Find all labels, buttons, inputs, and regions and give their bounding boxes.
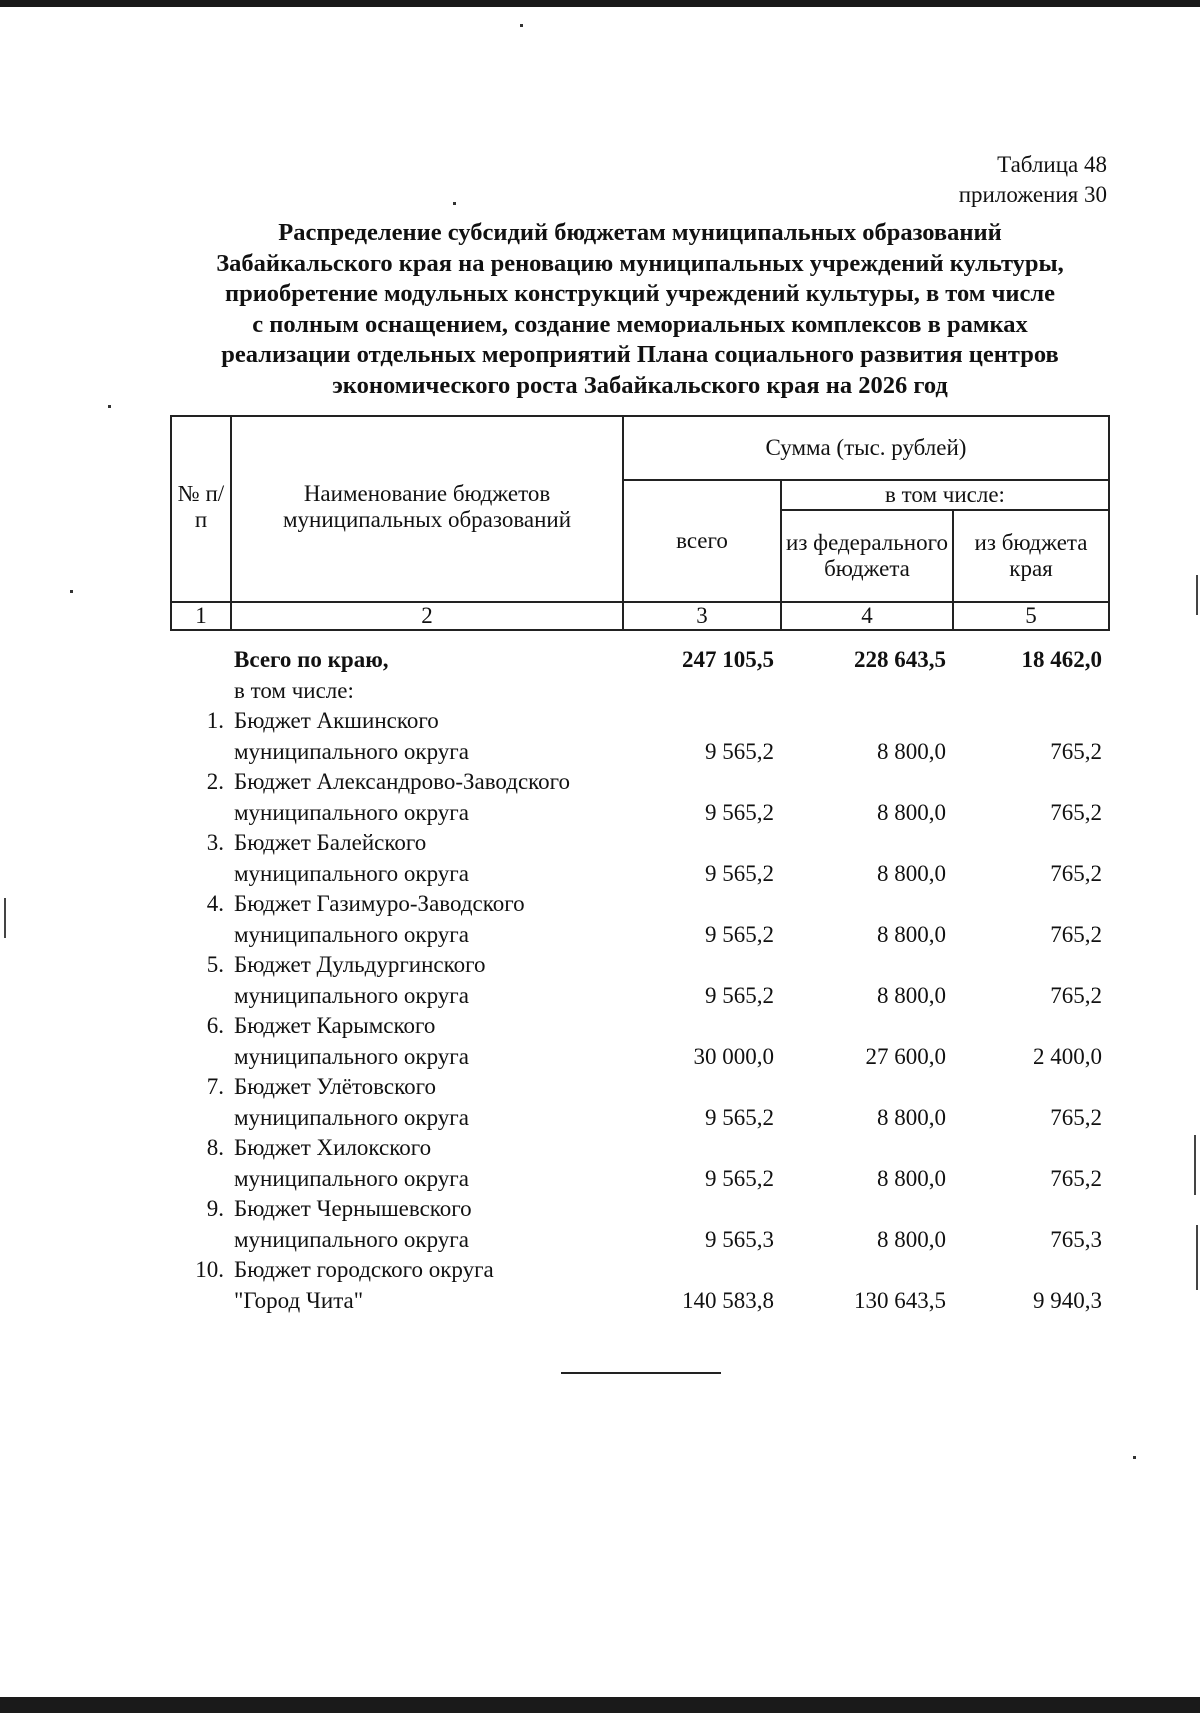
scan-top-border bbox=[0, 0, 1200, 7]
row-regional: 765,2 bbox=[1050, 860, 1102, 886]
row-federal: 8 800,0 bbox=[877, 921, 946, 947]
including-label: в том числе: bbox=[234, 677, 354, 703]
row-index: 9. bbox=[206, 1196, 224, 1221]
row-name-line2: муниципального округа bbox=[234, 1165, 469, 1191]
row-name-line2: "Город Чита" bbox=[234, 1287, 364, 1313]
budget-row-values bbox=[170, 737, 1108, 768]
header-federal: из федерального бюджета bbox=[781, 510, 953, 602]
row-name-line2: муниципального округа bbox=[234, 860, 469, 886]
scan-speck bbox=[70, 590, 73, 593]
row-regional: 765,2 bbox=[1050, 1165, 1102, 1191]
document-title bbox=[110, 218, 1170, 401]
scan-speck bbox=[1133, 1456, 1136, 1459]
budget-rows bbox=[170, 706, 1108, 1316]
header-sum: Сумма (тыс. рублей) bbox=[623, 416, 1109, 480]
row-name-line1: Бюджет городского округа bbox=[234, 1257, 494, 1282]
column-number: 2 bbox=[231, 602, 623, 630]
row-index: 4. bbox=[206, 891, 224, 916]
scan-edge-mark bbox=[1194, 1135, 1196, 1195]
row-name-line1: Бюджет Александрово-Заводского bbox=[234, 769, 571, 794]
budget-row-values bbox=[170, 1286, 1108, 1317]
row-index: 3. bbox=[206, 830, 224, 855]
scan-bottom-border bbox=[0, 1697, 1200, 1713]
column-number: 4 bbox=[781, 602, 953, 630]
total-row bbox=[170, 645, 1108, 676]
row-total: 9 565,2 bbox=[705, 860, 774, 886]
row-name-line2: муниципального округа bbox=[234, 1104, 469, 1130]
including-row bbox=[170, 676, 1108, 707]
total-federal: 228 643,5 bbox=[854, 647, 946, 672]
row-total: 9 565,2 bbox=[705, 1165, 774, 1191]
row-federal: 130 643,5 bbox=[854, 1287, 946, 1313]
row-regional: 765,2 bbox=[1050, 921, 1102, 947]
row-regional: 765,2 bbox=[1050, 1104, 1102, 1130]
row-total: 9 565,3 bbox=[705, 1226, 774, 1252]
row-name-line2: муниципального округа bbox=[234, 799, 469, 825]
budget-row-values bbox=[170, 920, 1108, 951]
title-line: реализации отдельных мероприятий Плана социального развития центров bbox=[221, 341, 1059, 368]
budget-row bbox=[170, 950, 1108, 981]
row-name-line1: Бюджет Хилокского bbox=[234, 1135, 432, 1160]
row-name-line1: Бюджет Дульдургинского bbox=[234, 952, 486, 977]
budget-row-values bbox=[170, 1103, 1108, 1134]
budget-row bbox=[170, 1255, 1108, 1286]
title-line: Распределение субсидий бюджетам муниципальных образований bbox=[278, 219, 1002, 246]
row-name-line1: Бюджет Карымского bbox=[234, 1013, 436, 1038]
column-number: 3 bbox=[623, 602, 781, 630]
row-total: 9 565,2 bbox=[705, 982, 774, 1008]
column-number: 1 bbox=[171, 602, 231, 630]
scan-speck bbox=[108, 405, 111, 408]
title-line: с полным оснащением, создание мемориальных комплексов в рамках bbox=[252, 310, 1028, 338]
budget-row-values bbox=[170, 981, 1108, 1012]
row-name-line1: Бюджет Чернышевского bbox=[234, 1196, 472, 1221]
table-header bbox=[170, 415, 1110, 631]
budget-row bbox=[170, 1133, 1108, 1164]
row-index: 6. bbox=[206, 1013, 224, 1038]
end-rule bbox=[561, 1372, 721, 1374]
budget-row bbox=[170, 828, 1108, 859]
table-reference bbox=[959, 150, 1107, 210]
row-regional: 765,2 bbox=[1050, 738, 1102, 764]
scan-speck bbox=[453, 202, 456, 205]
scan-edge-mark bbox=[4, 898, 6, 938]
row-index: 8. bbox=[206, 1135, 224, 1160]
total-label: Всего по краю, bbox=[234, 647, 389, 672]
header-name: Наименование бюджетов муниципальных образований bbox=[231, 416, 623, 602]
title-line: Забайкальского края на реновацию муниципальных учреждений культуры, bbox=[216, 249, 1064, 277]
row-total: 9 565,2 bbox=[705, 1104, 774, 1130]
row-name-line1: Бюджет Улётовского bbox=[234, 1074, 436, 1099]
row-regional: 765,2 bbox=[1050, 982, 1102, 1008]
header-including: в том числе: bbox=[781, 480, 1109, 510]
row-index: 5. bbox=[206, 952, 224, 977]
row-federal: 8 800,0 bbox=[877, 1165, 946, 1191]
row-federal: 8 800,0 bbox=[877, 982, 946, 1008]
header-total: всего bbox=[623, 480, 781, 602]
row-name-line2: муниципального округа bbox=[234, 982, 469, 1008]
row-index: 10. bbox=[195, 1257, 224, 1282]
total-sum: 247 105,5 bbox=[682, 647, 774, 672]
row-federal: 8 800,0 bbox=[877, 860, 946, 886]
row-federal: 8 800,0 bbox=[877, 799, 946, 825]
row-federal: 8 800,0 bbox=[877, 1226, 946, 1252]
row-name-line1: Бюджет Газимуро-Заводского bbox=[234, 891, 525, 916]
title-line: приобретение модульных конструкций учреждений культуры, в том числе bbox=[224, 280, 1056, 307]
row-name-line2: муниципального округа bbox=[234, 1226, 469, 1252]
budget-row bbox=[170, 706, 1108, 737]
scan-speck bbox=[520, 24, 523, 27]
total-regional: 18 462,0 bbox=[1021, 647, 1102, 672]
row-name-line2: муниципального округа bbox=[234, 921, 469, 947]
header-number: № п/п bbox=[171, 416, 231, 602]
budget-row-values bbox=[170, 1225, 1108, 1256]
budget-row bbox=[170, 1011, 1108, 1042]
budget-row-values bbox=[170, 859, 1108, 890]
row-regional: 2 400,0 bbox=[1033, 1043, 1102, 1069]
row-name-line1: Бюджет Акшинского bbox=[234, 708, 439, 733]
column-number: 5 bbox=[953, 602, 1109, 630]
row-federal: 8 800,0 bbox=[877, 738, 946, 764]
table-body bbox=[170, 645, 1108, 1316]
appendix-number: приложения 30 bbox=[958, 182, 1107, 207]
scan-edge-mark bbox=[1196, 575, 1198, 615]
budget-row bbox=[170, 1072, 1108, 1103]
row-index: 2. bbox=[206, 769, 224, 794]
title-line: экономического роста Забайкальского края на 2026 год bbox=[332, 371, 948, 399]
row-name-line2: муниципального округа bbox=[234, 1043, 469, 1069]
budget-row-values bbox=[170, 1164, 1108, 1195]
row-regional: 9 940,3 bbox=[1033, 1287, 1102, 1313]
row-total: 9 565,2 bbox=[705, 921, 774, 947]
row-index: 7. bbox=[206, 1074, 224, 1099]
row-total: 140 583,8 bbox=[682, 1287, 774, 1313]
row-federal: 27 600,0 bbox=[865, 1043, 946, 1069]
budget-row bbox=[170, 1194, 1108, 1225]
row-name-line2: муниципального округа bbox=[234, 738, 469, 764]
scan-edge-mark bbox=[1196, 1225, 1198, 1290]
row-total: 9 565,2 bbox=[705, 738, 774, 764]
budget-row-values bbox=[170, 1042, 1108, 1073]
row-regional: 765,2 bbox=[1050, 799, 1102, 825]
row-total: 9 565,2 bbox=[705, 799, 774, 825]
row-total: 30 000,0 bbox=[693, 1043, 774, 1069]
row-name-line1: Бюджет Балейского bbox=[234, 830, 427, 855]
row-regional: 765,3 bbox=[1050, 1226, 1102, 1252]
budget-row bbox=[170, 889, 1108, 920]
budget-row-values bbox=[170, 798, 1108, 829]
budget-row bbox=[170, 767, 1108, 798]
header-regional: из бюджета края bbox=[953, 510, 1109, 602]
row-index: 1. bbox=[206, 708, 224, 733]
row-federal: 8 800,0 bbox=[877, 1104, 946, 1130]
table-number: Таблица 48 bbox=[997, 152, 1107, 177]
